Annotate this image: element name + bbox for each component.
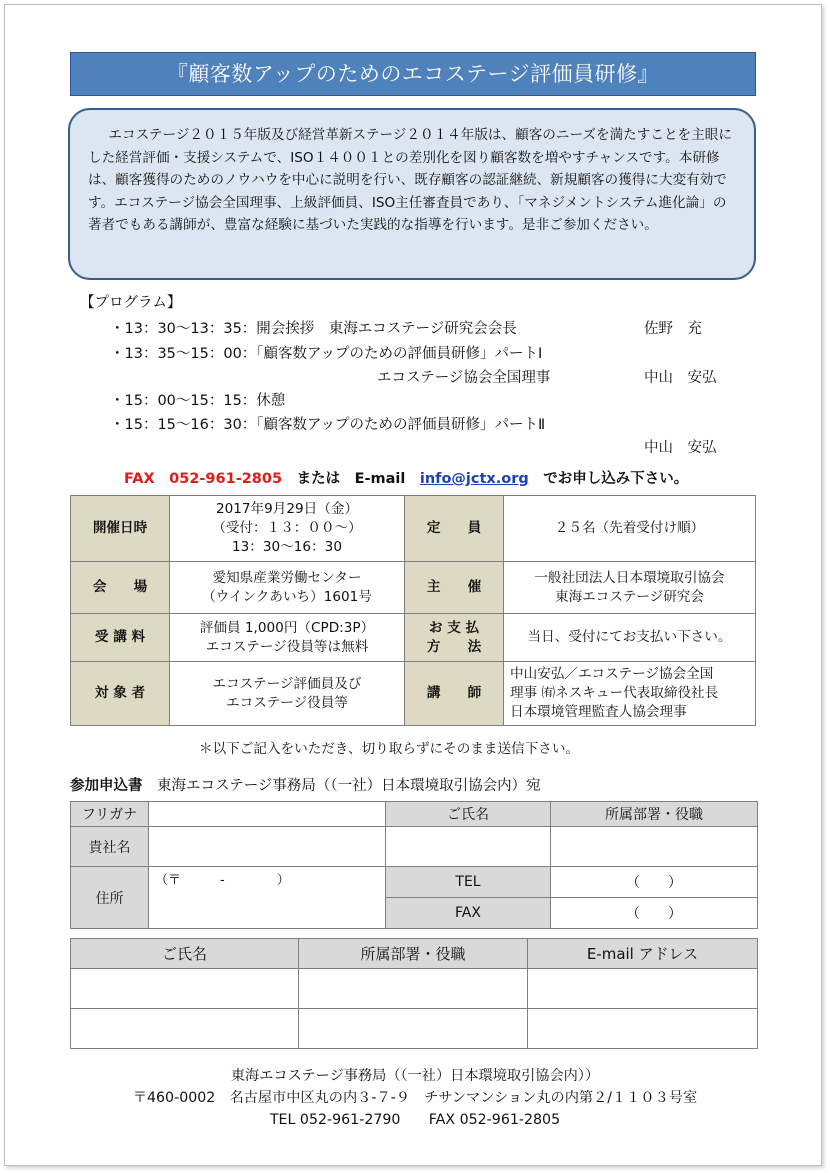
payment-label-1: お 支 払	[428, 619, 480, 636]
payment-label	[405, 614, 504, 662]
attendee-email-input[interactable]	[528, 1009, 758, 1049]
attendee-dept-input[interactable]	[299, 969, 528, 1009]
capacity-value: ２５名（先着受付け順）	[504, 496, 756, 562]
date-label: 開催日時	[71, 496, 170, 562]
lecturer-label: 講 師	[405, 662, 504, 726]
fee-value	[170, 614, 405, 662]
payment-value: 当日、受付にてお支払い下さい。	[504, 614, 756, 662]
fee-label: 受 講 料	[71, 614, 170, 662]
target-label: 対 象 者	[71, 662, 170, 726]
dept-header: 所属部署・役職	[551, 802, 758, 827]
host-value	[504, 562, 756, 614]
attendee-name-header: ご氏名	[71, 939, 299, 969]
attendee-name-input[interactable]	[71, 1009, 299, 1049]
program-line-2: ・13：35～15：00：「顧客数アップのための評価員研修」パートⅠ	[110, 346, 543, 362]
payment-label-2: 方 法	[426, 638, 482, 655]
host-line-1: 一般社団法人日本環境取引協会	[534, 569, 725, 586]
apply-to: 東海エコステージ事務局（（一社）日本環境取引協会内）宛	[142, 778, 541, 794]
address-input[interactable]	[149, 867, 386, 929]
application-form	[70, 801, 758, 929]
target-line-1: エコステージ評価員及び	[212, 675, 362, 692]
company-input[interactable]	[149, 827, 386, 867]
email-link[interactable]: info@jctx.org	[419, 471, 529, 487]
attendee-email-header: E-mail アドレス	[528, 939, 758, 969]
fax-number: FAX 052-961-2805	[124, 471, 283, 487]
fee-line-1: 評価員 1,000円（CPD:3P）	[199, 619, 375, 636]
furigana-input[interactable]	[149, 802, 386, 827]
target-value	[170, 662, 405, 726]
page-title: 『顧客数アップのためのエコステージ評価員研修』	[70, 52, 756, 96]
tel-input[interactable]: （ ）	[551, 867, 758, 898]
capacity-label: 定 員	[405, 496, 504, 562]
program-speaker-6: 中山 安弘	[644, 440, 717, 456]
name-input[interactable]	[386, 827, 551, 867]
target-line-2: エコステージ役員等	[226, 694, 348, 711]
attendee-dept-header: 所属部署・役職	[299, 939, 528, 969]
attendee-table	[70, 938, 758, 1049]
lecturer-line-3: 日本環境管理監査人協会理事	[510, 704, 687, 720]
attendee-dept-input[interactable]	[299, 1009, 528, 1049]
furigana-label: フリガナ	[71, 802, 149, 827]
apply-label: 参加申込書	[70, 778, 143, 794]
date-value	[170, 496, 405, 562]
lecturer-line-1: 中山安弘／エコステージ協会全国	[510, 666, 714, 682]
venue-label: 会 場	[71, 562, 170, 614]
footer-address: 〒460-0002 名古屋市中区丸の内３-７-９ チサンマンション丸の内第２/１１０３号室	[132, 1090, 698, 1106]
fax-email-line	[124, 467, 688, 488]
host-line-2: 東海エコステージ研究会	[555, 588, 704, 605]
footer-phone: TEL 052-961-2790 FAX 052-961-2805	[269, 1112, 561, 1128]
program-line-1: ・13：30～13：35：開会挨拶 東海エコステージ研究会会長	[110, 321, 517, 337]
program-line-5: ・15：15～16：30：「顧客数アップのための評価員研修」パートⅡ	[110, 417, 546, 433]
fax-input[interactable]: （ ）	[551, 898, 758, 929]
tel-label: TEL	[386, 867, 551, 898]
form-note: ＊以下ご記入をいただき、切り取らずにそのまま送信下さい。	[199, 741, 580, 757]
postal-code-field: （〒 - ）	[155, 873, 290, 888]
address-label: 住所	[71, 867, 149, 929]
fax-label: FAX	[386, 898, 551, 929]
intro-box: エコステージ２０１５年版及び経営革新ステージ２０１４年版は、顧客のニーズを満たすことを主眼にした経営評価・支援システムで、ISO１４００１との差別化を図り顧客数を増やすチャンスです。本研修は、顧客獲得のためのノウハウを中心に説明を行い、既存顧客の認証継続、新規顧客の獲得に大変有効です。エコステージ協会全国理事、上級評価員、ISO主任審査員であり、「マネジメントシステム進化論」の著者でもある講師が、豊富な経験に基づいた実践的な指導を行います。是非ご参加ください。	[68, 108, 756, 280]
event-info-table	[70, 495, 756, 726]
apply-suffix: でお申し込み下さい。	[528, 471, 689, 487]
program-speaker-3: 中山 安弘	[644, 370, 717, 386]
company-label: 貴社名	[71, 827, 149, 867]
date-line-1: 2017年9月29日（金）	[215, 501, 359, 517]
name-header: ご氏名	[386, 802, 551, 827]
attendee-email-input[interactable]	[528, 969, 758, 1009]
lecturer-line-2: 理事 ㈲ネスキュー代表取締役社長	[510, 685, 719, 701]
date-line-3: 13：30～16：30	[232, 539, 342, 555]
footer-office: 東海エコステージ事務局（（一社）日本環境取引協会内））	[230, 1068, 600, 1084]
venue-line-1: 愛知県産業労働センター	[212, 569, 362, 586]
or-email-text: または E-mail	[282, 471, 420, 487]
venue-value	[170, 562, 405, 614]
host-label: 主 催	[405, 562, 504, 614]
program-line-3: エコステージ協会全国理事	[377, 370, 551, 386]
lecturer-value	[504, 662, 756, 726]
apply-heading	[70, 774, 541, 795]
program-line-4: ・15：00～15：15：休憩	[110, 393, 286, 409]
program-speaker-1: 佐野 充	[644, 321, 702, 337]
venue-line-2: （ウインクあいち）1601号	[202, 588, 372, 605]
fee-line-2: エコステージ役員等は無料	[205, 638, 369, 655]
program-heading: 【プログラム】	[80, 295, 182, 311]
dept-input[interactable]	[551, 827, 758, 867]
date-line-2: （受付：１３：００～）	[212, 520, 362, 536]
attendee-name-input[interactable]	[71, 969, 299, 1009]
